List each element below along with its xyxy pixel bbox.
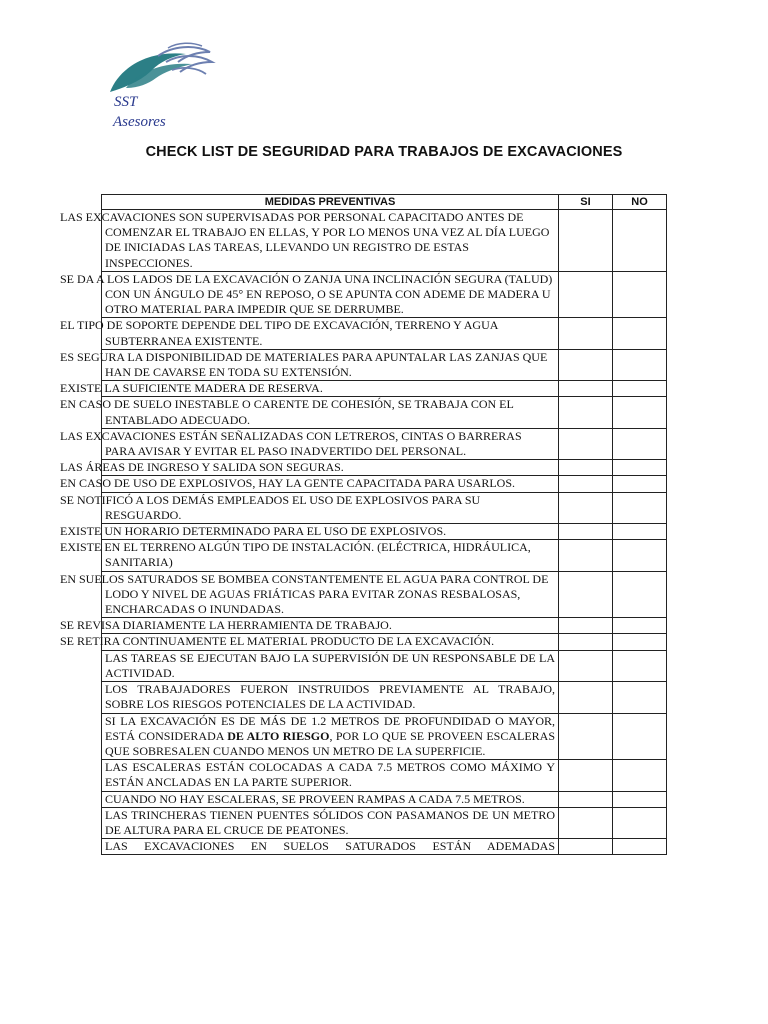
- measure-text: LOS TRABAJADORES FUERON INSTRUIDOS PREVIAMENTE AL TRABAJO, SOBRE LOS RIESGOS POTENCIALES DE LA ACTIVIDAD.: [102, 682, 559, 713]
- si-checkbox-cell[interactable]: [559, 807, 613, 838]
- measure-text: [102, 713, 559, 760]
- measure-text-part: , POR LO QUE SE PROVEEN ESCALERAS QUE SOBRESALEN CUANDO MENOS UN METRO DE LA SUPERFICIE.: [105, 728, 555, 758]
- header-si: SI: [559, 195, 613, 210]
- no-checkbox-cell[interactable]: [613, 807, 667, 838]
- header-row: [102, 195, 667, 210]
- table-row: [102, 428, 667, 459]
- table-row: [102, 381, 667, 397]
- table-row: [102, 271, 667, 318]
- table-row: [102, 540, 667, 571]
- si-checkbox-cell[interactable]: [559, 760, 613, 791]
- si-checkbox-cell[interactable]: [559, 271, 613, 318]
- table-row: [102, 618, 667, 634]
- measure-text: ES SEGURA LA DISPONIBILIDAD DE MATERIALES PARA APUNTALAR LAS ZANJAS QUE HAN DE CAVARSE EN TODA SU EXTENSIÓN.: [102, 349, 559, 380]
- si-checkbox-cell[interactable]: [559, 713, 613, 760]
- measure-text: LAS TRINCHERAS TIENEN PUENTES SÓLIDOS CON PASAMANOS DE UN METRO DE ALTURA PARA EL CRUCE DE PEATONES.: [102, 807, 559, 838]
- no-checkbox-cell[interactable]: [613, 713, 667, 760]
- measure-text: LAS EXCAVACIONES SON SUPERVISADAS POR PERSONAL CAPACITADO ANTES DE COMENZAR EL TRABAJO EN ELLAS, Y POR LO MENOS UNA VEZ AL DÍA LUEGO DE INICIADAS LAS TAREAS, LLEVANDO UN REGISTRO DE ESTAS INSPECCIONES.: [102, 210, 559, 272]
- header-no: NO: [613, 195, 667, 210]
- table-row: [102, 807, 667, 838]
- no-checkbox-cell[interactable]: [613, 381, 667, 397]
- table-row: [102, 650, 667, 681]
- measure-text: LAS EXCAVACIONES EN SUELOS SATURADOS ESTÁN ADEMADAS: [105, 839, 555, 854]
- measure-text: EXISTE UN HORARIO DETERMINADO PARA EL USO DE EXPLOSIVOS.: [102, 524, 559, 540]
- table-row: [102, 397, 667, 428]
- no-checkbox-cell[interactable]: [613, 540, 667, 571]
- si-checkbox-cell[interactable]: [559, 381, 613, 397]
- helmet-logo-icon: [106, 42, 216, 102]
- checklist-table: [60, 194, 667, 855]
- si-checkbox-cell[interactable]: [559, 791, 613, 807]
- si-checkbox-cell[interactable]: [559, 650, 613, 681]
- no-checkbox-cell[interactable]: [613, 571, 667, 618]
- si-checkbox-cell[interactable]: [559, 540, 613, 571]
- measure-text: EL TIPO DE SOPORTE DEPENDE DEL TIPO DE EXCAVACIÓN, TERRENO Y AGUA SUBTERRANEA EXISTENTE.: [102, 318, 559, 349]
- table-row: [102, 571, 667, 618]
- no-checkbox-cell[interactable]: [613, 460, 667, 476]
- no-checkbox-cell[interactable]: [613, 524, 667, 540]
- no-checkbox-cell[interactable]: [613, 476, 667, 492]
- si-checkbox-cell[interactable]: [559, 397, 613, 428]
- measure-text: SE REVISA DIARIAMENTE LA HERRAMIENTA DE TRABAJO.: [102, 618, 559, 634]
- measure-text-part: SI LA EXCAVACIÓN ES DE MÁS DE 1.2 METROS DE PROFUNDIDAD O MAYOR, ESTÁ CONSIDERADA: [105, 713, 555, 743]
- no-checkbox-cell[interactable]: [613, 650, 667, 681]
- no-checkbox-cell[interactable]: [613, 791, 667, 807]
- measure-text: SE DA A LOS LADOS DE LA EXCAVACIÓN O ZANJA UNA INCLINACIÓN SEGURA (TALUD) CON UN ÁNGULO DE 45° EN REPOSO, O SE APUNTA CON ADEME DE MADERA U OTRO MATERIAL PARA IMPEDIR QUE SE DERRUMBE.: [102, 271, 559, 318]
- table-row: [102, 492, 667, 523]
- no-checkbox-cell[interactable]: [613, 318, 667, 349]
- no-checkbox-cell[interactable]: [613, 492, 667, 523]
- table-row: [102, 839, 667, 855]
- table-row: [102, 318, 667, 349]
- si-checkbox-cell[interactable]: [559, 682, 613, 713]
- si-checkbox-cell[interactable]: [559, 460, 613, 476]
- table-row: [102, 460, 667, 476]
- header-measures: MEDIDAS PREVENTIVAS: [102, 195, 559, 210]
- table-row: [102, 349, 667, 380]
- measure-text: SE NOTIFICÓ A LOS DEMÁS EMPLEADOS EL USO DE EXPLOSIVOS PARA SU RESGUARDO.: [102, 492, 559, 523]
- no-checkbox-cell[interactable]: [613, 618, 667, 634]
- measure-text: EN CASO DE USO DE EXPLOSIVOS, HAY LA GENTE CAPACITADA PARA USARLOS.: [102, 476, 559, 492]
- no-checkbox-cell[interactable]: [613, 271, 667, 318]
- table-row: [102, 210, 667, 272]
- si-checkbox-cell[interactable]: [559, 349, 613, 380]
- si-checkbox-cell[interactable]: [559, 571, 613, 618]
- measure-text: CUANDO NO HAY ESCALERAS, SE PROVEEN RAMPAS A CADA 7.5 METROS.: [102, 791, 559, 807]
- no-checkbox-cell[interactable]: [613, 397, 667, 428]
- measure-text: EXISTE LA SUFICIENTE MADERA DE RESERVA.: [102, 381, 559, 397]
- company-logo: [106, 42, 216, 134]
- si-checkbox-cell[interactable]: [559, 618, 613, 634]
- table-row: [102, 524, 667, 540]
- si-checkbox-cell[interactable]: [559, 476, 613, 492]
- logo-text-sst: SST: [114, 94, 138, 110]
- no-checkbox-cell[interactable]: [613, 428, 667, 459]
- no-checkbox-cell[interactable]: [613, 210, 667, 272]
- measure-text: EN CASO DE SUELO INESTABLE O CARENTE DE COHESIÓN, SE TRABAJA CON EL ENTABLADO ADECUADO.: [102, 397, 559, 428]
- no-checkbox-cell[interactable]: [613, 634, 667, 650]
- si-checkbox-cell[interactable]: [559, 634, 613, 650]
- si-checkbox-cell[interactable]: [559, 524, 613, 540]
- measure-text: LAS ESCALERAS ESTÁN COLOCADAS A CADA 7.5 METROS COMO MÁXIMO Y ESTÁN ANCLADAS EN LA PARTE SUPERIOR.: [102, 760, 559, 791]
- no-checkbox-cell[interactable]: [613, 349, 667, 380]
- measure-text: EXISTE EN EL TERRENO ALGÚN TIPO DE INSTALACIÓN. (ELÉCTRICA, HIDRÁULICA, SANITARIA): [102, 540, 559, 571]
- table-row: [102, 476, 667, 492]
- table-row: [102, 634, 667, 650]
- no-checkbox-cell[interactable]: [613, 760, 667, 791]
- measure-text: EN SUELOS SATURADOS SE BOMBEA CONSTANTEMENTE EL AGUA PARA CONTROL DE LODO Y NIVEL DE AGUAS FRIÁTICAS PARA EVITAR ZONAS RESBALOSAS, ENCHARCADAS O INUNDADAS.: [102, 571, 559, 618]
- measure-text: SE RETIRA CONTINUAMENTE EL MATERIAL PRODUCTO DE LA EXCAVACIÓN.: [102, 634, 559, 650]
- no-checkbox-cell[interactable]: [613, 682, 667, 713]
- si-checkbox-cell[interactable]: [559, 318, 613, 349]
- table-row: [102, 713, 667, 760]
- si-checkbox-cell[interactable]: [559, 428, 613, 459]
- no-checkbox-cell[interactable]: [613, 839, 667, 855]
- measure-text: LAS TAREAS SE EJECUTAN BAJO LA SUPERVISIÓN DE UN RESPONSABLE DE LA ACTIVIDAD.: [102, 650, 559, 681]
- logo-text-asesores: Asesores: [113, 114, 166, 130]
- measure-text: LAS EXCAVACIONES ESTÁN SEÑALIZADAS CON LETREROS, CINTAS O BARRERAS PARA AVISAR Y EVITAR EL PASO INADVERTIDO DEL PERSONAL.: [102, 428, 559, 459]
- si-checkbox-cell[interactable]: [559, 492, 613, 523]
- table-row: [102, 791, 667, 807]
- table-row: [102, 682, 667, 713]
- high-risk-emphasis: DE ALTO RIESGO: [227, 728, 330, 743]
- si-checkbox-cell[interactable]: [559, 210, 613, 272]
- si-checkbox-cell[interactable]: [559, 839, 613, 855]
- document-title: CHECK LIST DE SEGURIDAD PARA TRABAJOS DE EXCAVACIONES: [145, 144, 623, 160]
- table-row: [102, 760, 667, 791]
- measure-text-cell: [102, 839, 559, 855]
- measure-text: LAS ÁREAS DE INGRESO Y SALIDA SON SEGURAS.: [102, 460, 559, 476]
